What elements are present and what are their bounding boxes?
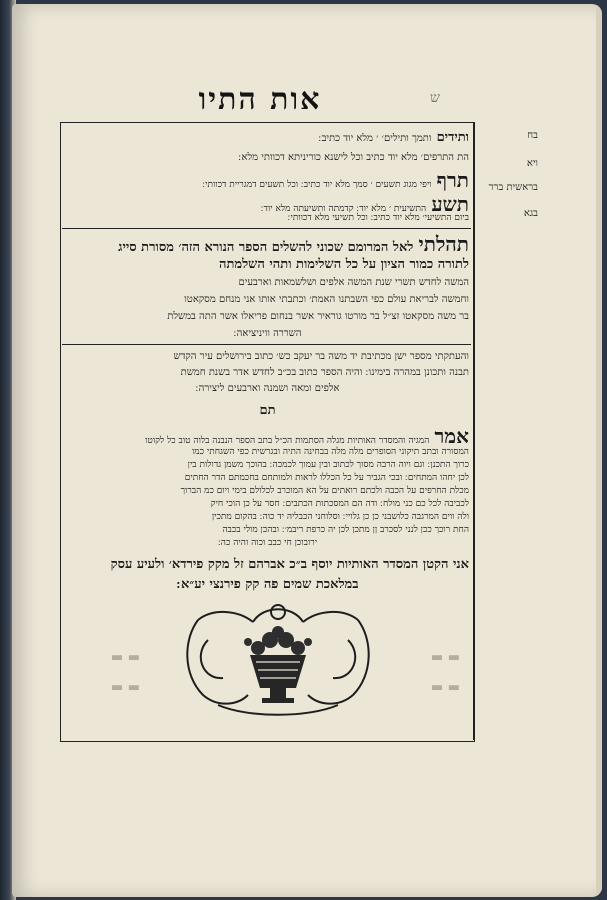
colophon-line-4: וחמשה לבריאת עולם כפי השבתנו האמת׳ וכתבתי אותו אני מנחם מסקאטו [184, 294, 469, 305]
printer-note-line-2: המסורה ובתב תיקוני הסופרים מלה מלה בבחינה התיה ובגרשית כפי השגחתי כמו [191, 447, 469, 457]
printer-note-line-5: מכלת החרפים על הכבה ולכתם רואתים על הא המוכרב לכלולם בימי ויום כמ הברוך [180, 486, 469, 496]
show-through-text: ▬ ▬ [430, 650, 460, 665]
show-through-text: ▬ ▬ [110, 680, 140, 695]
colophon-line-2: לתורה כמור הציון על כל השלימות ותהי השלמתה [218, 257, 469, 272]
margin-note-1: בח [527, 130, 538, 141]
colophon-line-9: אלפים ומאה ושמנה וארבעים ליצירה ׃ [195, 383, 340, 394]
show-through-text: ▬ ▬ [110, 650, 140, 665]
printer-note-line-4: לכן יחהו המתחים ׃ ובכי הגביר על כל הכללו לראות ולמותחם בחכמתם הדר החתים [184, 473, 469, 483]
entry-text-4: התשיעית ׳ מלא יוד ׃ קדמתה ותשיעתה מלא יוד ׃ [260, 204, 427, 214]
colophon-line-6: השררה וויניציאה ׃ [233, 328, 302, 339]
entry-line-2: הת התרפים׳ מלא יוד כתיב וכל לישנא כוריניתא דכוותי מלא ׃ [238, 152, 469, 163]
colophon-lead: תהלתי [418, 232, 469, 256]
colophon-line-3: המשה לחדש תשרי שנת המשה אלפים ושלשמאות וארבעים [238, 277, 469, 288]
catchword: ש [430, 90, 440, 106]
printer-note-line-9: ירובוכן חי כבב וכוה והיה כה ׃ [217, 538, 318, 548]
entry-head-4: תשע [431, 192, 469, 216]
entry-line-3 [66, 168, 469, 193]
margin-column-rule [473, 122, 474, 740]
entry-text-1: ותמך ותילים׳ ׳ מלא יוד כתיב ׃ [318, 133, 432, 144]
colophon-line-5: בר משה מסקאטו זצ״ל בר מורטו גוראיר אשר בנחום פריאלו אשר התה במשלת [167, 311, 469, 322]
printer-signature-1: אני הקטן המסדר האותיות יוסף ב״כ אברהם זל מקק פירדא׳ ולעיע עסק [110, 557, 469, 572]
margin-note-3: בראשית ברר [488, 182, 538, 193]
printer-note-line-7: ולה ווים המרגבה כלושבני כן כן גלויי ׃ וסלוחני הכבליה יד כוה ׃ בהקום מתכין [211, 512, 469, 522]
page-heading: אות התיו [198, 82, 322, 117]
printer-note-text-1: המגיה והמסדר האותיות מגלה הסתמות הכ״ל בתב הספר הנבנה בלוה טוב כל לקוטו [145, 436, 430, 446]
section-rule-2 [62, 344, 471, 345]
basket-ornament-vignette [178, 600, 378, 718]
colophon-end: תם [259, 403, 276, 418]
printer-note-line-6: לכביבה לכל כם כני מולח ׃ ודה הם המסכתות הכתבים ׃ חסר על כן הוכי חיק [210, 499, 469, 509]
printer-note-lead: אמר [434, 424, 469, 448]
printer-note-line-3: כרוך התכנן ׃ וגם ויוה הרבה מסוך לכתוב ובין עמוך לכמכה ׃ בהוכך משמן גדולות בין [187, 460, 469, 470]
printer-note-line-8: החת רוכך ככן לנני לסכרב ןן מתכן לכן יה כרפת ריבמ׳ ׃ ובהכן מולי בכבה [222, 525, 469, 535]
printer-signature-2: במלאכת שמים פה קק פירנצי יע״א ׃ [176, 577, 359, 592]
show-through-text: ▬ ▬ [430, 680, 460, 695]
margin-note-4: בגא [523, 208, 538, 219]
entry-line-5: ביום התשיעי׳ מלא יוד כתיב ׃ וכל תשיעי מלא דכוותי ׃ [287, 213, 469, 223]
section-rule-1 [62, 228, 471, 229]
colophon-line-1 [66, 232, 469, 257]
margin-note-2: ויא [526, 158, 538, 169]
colophon-line-7: והעתקתי מספר ישן מכתיבת יד משה בר יעקב כש׳ כתוב בירושלים עיר הקדש [173, 351, 469, 362]
entry-head-1: ותידים [436, 130, 469, 145]
entry-text-3: ויפי מגוג תשעים ׳ סמך מלא יוד כתיב ׃ וכל תשעים דמגריית דכוותי ׃ [202, 180, 432, 190]
colophon-text-1: לאל המרומם שכוני להשלים הספר הנורא הזה׳ מסורת סייג [118, 240, 414, 255]
entry-head-3: תרף [436, 168, 469, 192]
page-edge [596, 4, 602, 897]
colophon-line-8: תבנה ותכונן במהרה בימינו ׃ והיה הספר כתוב בכ״ב לחדש אדר בשנת חמשת [180, 367, 469, 378]
entry-line-1 [66, 126, 469, 145]
